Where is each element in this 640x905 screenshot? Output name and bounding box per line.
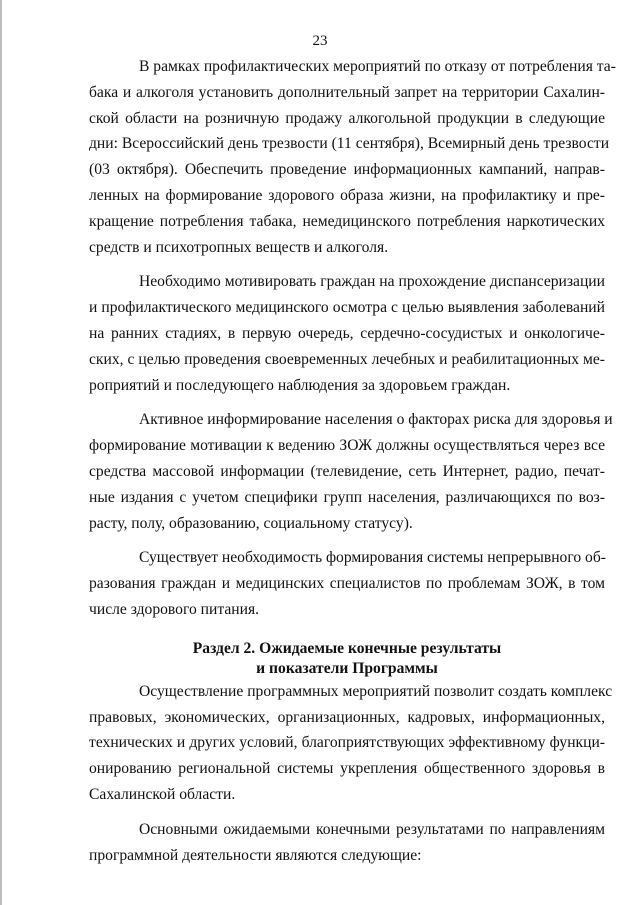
paragraph xyxy=(89,54,616,260)
scan-edge xyxy=(0,0,2,905)
text-line: программной деятельности являются следующие: xyxy=(89,846,422,864)
text-line: Необходимо мотивировать граждан на прохождение диспансеризации xyxy=(139,273,605,291)
paragraph xyxy=(89,407,613,536)
text-line: дни: Всероссийский день трезвости (11 сентября), Всемирный день трезвости xyxy=(89,135,610,153)
text-line: на ранних стадиях, в первую очередь, сердечно-сосудистых и онкологиче- xyxy=(89,324,605,342)
paragraph xyxy=(89,817,605,869)
text-line: ленных на формирование здорового образа жизни, на профилактику и пре- xyxy=(89,186,605,204)
page-number: 23 xyxy=(312,33,328,49)
text-line: Осуществление программных мероприятий позволит создать комплекс xyxy=(139,682,613,700)
text-line: разования граждан и медицинских специалистов по проблемам ЗОЖ, в том xyxy=(89,575,605,593)
section-heading-line: Раздел 2. Ожидаемые конечные результаты xyxy=(192,639,502,657)
text-line: (03 октября). Обеспечить проведение информационных кампаний, направ- xyxy=(89,161,605,179)
text-line: Основными ожидаемыми конечными результатами по направлениям xyxy=(139,820,605,838)
text-line: формирование мотивации к ведению ЗОЖ должны осуществляться через все xyxy=(89,437,605,455)
paragraph xyxy=(89,679,613,808)
text-line: правовых, экономических, организационных, кадровых, информационных, xyxy=(89,708,605,726)
text-line: ской области на розничную продажу алкогольной продукции в следующие xyxy=(89,109,605,127)
text-line: бака и алкоголя установить дополнительный запрет на территории Сахалин- xyxy=(89,83,605,101)
section-heading-line: и показатели Программы xyxy=(256,659,438,677)
text-line: Активное информирование населения о факторах риска для здоровья и xyxy=(139,411,613,429)
text-line: кращение потребления табака, немедицинского потребления наркотических xyxy=(89,212,605,230)
text-line: средства массовой информации (телевидение, сеть Интернет, радио, печат- xyxy=(89,462,605,480)
paragraph xyxy=(89,269,605,398)
text-line: роприятий и последующего наблюдения за здоровьем граждан. xyxy=(89,376,511,394)
text-line: ских, с целью проведения своевременных лечебных и реабилитационных ме- xyxy=(89,350,605,368)
text-line: числе здорового питания. xyxy=(89,600,260,618)
text-line: средств и психотропных веществ и алкоголя. xyxy=(89,238,389,256)
text-line: В рамках профилактических мероприятий по отказу от потребления та- xyxy=(139,58,616,75)
text-line: и профилактического медицинского осмотра с целью выявления заболеваний xyxy=(89,299,605,317)
text-line: онированию региональной системы укрепления общественного здоровья в xyxy=(89,760,605,778)
section-heading xyxy=(89,639,605,679)
paragraph xyxy=(89,545,605,622)
text-line: технических и других условий, благоприятствующих эффективному функци- xyxy=(89,734,605,752)
document-body xyxy=(89,54,616,877)
text-line: Существует необходимость формирования системы непрерывного об- xyxy=(139,549,606,567)
text-line: расту, полу, образованию, социальному статусу). xyxy=(89,514,413,532)
text-line: ные издания с учетом специфики групп населения, различающихся по воз- xyxy=(89,488,605,506)
text-line: Сахалинской области. xyxy=(89,785,236,803)
